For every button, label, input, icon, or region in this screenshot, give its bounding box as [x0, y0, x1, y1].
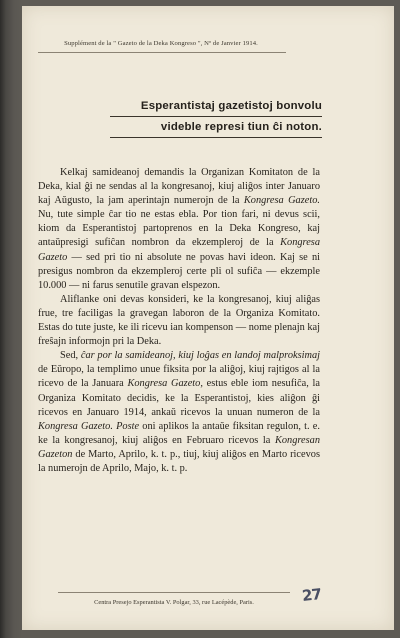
supplement-header: Supplément de la " Gazeto de la Deka Kongreso ", Nº de Janvier 1914. [64, 40, 258, 47]
text-run: Nu, tute simple ĉar tio ne estas ebla. Por tion fari, ni devus scii, kiom da Esperantistoj partoprenos en la Deka Kongreso, kaj antaŭpresigi sufiĉan nombron da ekzempleroj de la [38, 209, 320, 249]
text-run: de Eŭropo, la templimo unue fiksita por la aliĝoj, kiuj rajtigos al la ricevo de la Januara [38, 364, 320, 390]
italic-run: Kongresa Gazeto. [38, 420, 113, 432]
headline-line-1: Esperantistaj gazetistoj bonvolu [110, 96, 322, 117]
text-run: Kelkaj samideanoj demandis la Organizan Komitaton de la Deka, kial ĝi ne sendas al la kongresanoj, kiuj aliĝos inter Januaro kaj Aŭgusto, la jam aperintajn numerojn de la [38, 167, 320, 207]
italic-run: Kongresan Gazeton [38, 434, 320, 460]
header-divider [38, 52, 286, 53]
italic-run: ĉar por la samideanoj, kiuj loĝas en landoj malproksimaj [80, 350, 320, 362]
italic-run: Kongresa Gazeto. [243, 195, 320, 207]
text-run: oni aplikos la antaŭe fiksitan regulon, t. e. ke la kongresanoj, kiuj aliĝos en Februaro ricevos la [38, 420, 320, 446]
paragraph-3 [38, 349, 320, 476]
paragraph-2 [38, 293, 320, 349]
text-run: Aliflanke oni devas konsideri, ke la kongresanoj, kiuj aliĝas frue, tre faciligas la gravegan laboron de la Organiza Komitato. Estas do tute juste, ke ili ricevu ian kompenson — nome plenajn kaj freŝajn informojn pri la Deka. [38, 293, 320, 348]
text-run: estus eble iom nesufiĉa, la Organiza Komitato decidis, ke la Esperantistoj, kies aliĝon ĝi ricevos en Januaro 1914, ankaŭ ricevos la unuan numeron de la [38, 378, 320, 418]
headline-line-2: videble represi tiun ĉi noton. [110, 117, 322, 138]
italic-run: Kongresa Gazeto [38, 237, 320, 263]
italic-run: Poste [116, 420, 140, 432]
footer-divider [58, 592, 290, 593]
text-run: de Marto, Aprilo, k. t. p., tiuj, kiuj aliĝos en Marto ricevos la numerojn de Aprilo, Majo, k. t. p. [38, 448, 320, 474]
article-body [38, 166, 320, 476]
notice-headline [110, 96, 322, 138]
printer-address-footer: Centra Presejo Esperantista V. Polgar, 33, rue Lacépède, Paris. [94, 599, 254, 606]
text-run: — sed pri tio ni absolute ne povas havi ideon. Kaj se ni presigus nombron da ekzempleroj certe pli ol sufiĉa — ekzemple 10.000 — ni farus senutile gravan elspezon. [38, 251, 320, 291]
handwritten-page-number: 27 [301, 585, 322, 605]
paragraph-1 [38, 166, 320, 293]
text-run: Sed, [60, 350, 81, 362]
italic-run: Kongresa Gazeto, [127, 378, 203, 390]
